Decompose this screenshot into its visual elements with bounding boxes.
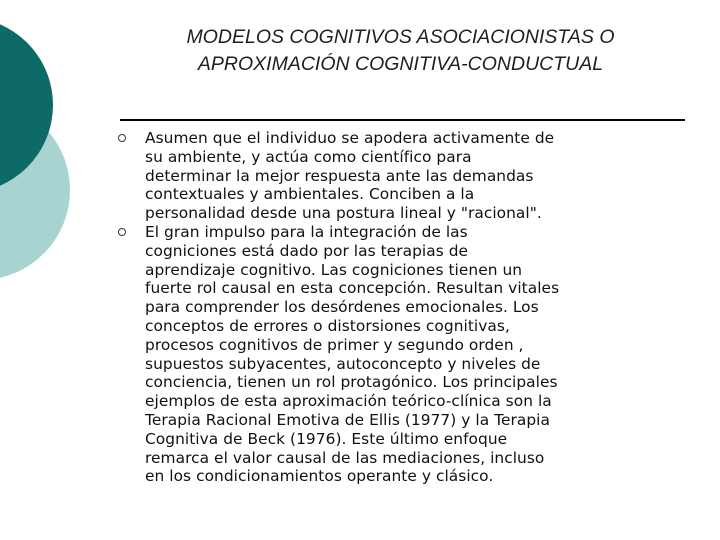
title-divider	[120, 119, 685, 121]
bullet-1-line-5: personalidad desde una postura lineal y "racional".	[145, 204, 542, 223]
bullet-2-line-13: remarca el valor causal de las mediaciones, incluso	[145, 448, 545, 467]
circle-bullet-icon	[118, 228, 126, 236]
bullet-2-line-11: Terapia Racional Emotiva de Ellis (1977) y la Terapia	[145, 410, 550, 429]
bullet-2-line-8: supuestos subyacentes, autoconcepto y niveles de	[145, 354, 541, 373]
bullet-1-line-3: determinar la mejor respuesta ante las demandas	[145, 166, 534, 185]
slide-title	[118, 24, 683, 78]
bullet-1-line-1: Asumen que el individuo se apodera activamente de	[145, 129, 555, 147]
bullet-item-1	[118, 129, 690, 223]
bullet-item-2	[118, 223, 690, 486]
bullet-2-line-4: fuerte rol causal en esta concepción. Resultan vitales	[145, 279, 560, 298]
bullet-2-line-12: Cognitiva de Beck (1976). Este último enfoque	[145, 429, 508, 448]
bullet-2-line-1: El gran impulso para la integración de las	[145, 222, 468, 241]
circle-bullet-icon	[118, 134, 126, 142]
decorative-circles	[0, 0, 90, 300]
bullet-2-line-9: conciencia, tienen un rol protagónico. Los principales	[145, 373, 558, 392]
bullet-2-line-7: procesos cognitivos de primer y segundo orden ,	[145, 335, 524, 354]
bullet-2-line-6: conceptos de errores o distorsiones cognitivas,	[145, 316, 510, 335]
bullet-1-line-4: contextuales y ambientales. Conciben a la	[145, 185, 475, 204]
bullet-2-line-3: aprendizaje cognitivo. Las cogniciones tienen un	[145, 260, 523, 279]
slide-title-line-1: MODELOS COGNITIVOS ASOCIACIONISTAS O	[186, 26, 615, 48]
bullet-2-line-14: en los condicionamientos operante y clásico.	[145, 467, 494, 486]
bullet-2-line-10: ejemplos de esta aproximación teórico-clínica son la	[145, 392, 552, 411]
slide-title-line-2: APROXIMACIÓN COGNITIVA-CONDUCTUAL	[197, 53, 604, 75]
bullet-1-line-2: su ambiente, y actúa como científico para	[145, 147, 472, 166]
bullet-list	[118, 129, 690, 486]
bullet-2-line-5: para comprender los desórdenes emocionales. Los	[145, 298, 539, 317]
bullet-2-line-2: cogniciones está dado por las terapias de	[145, 241, 469, 260]
